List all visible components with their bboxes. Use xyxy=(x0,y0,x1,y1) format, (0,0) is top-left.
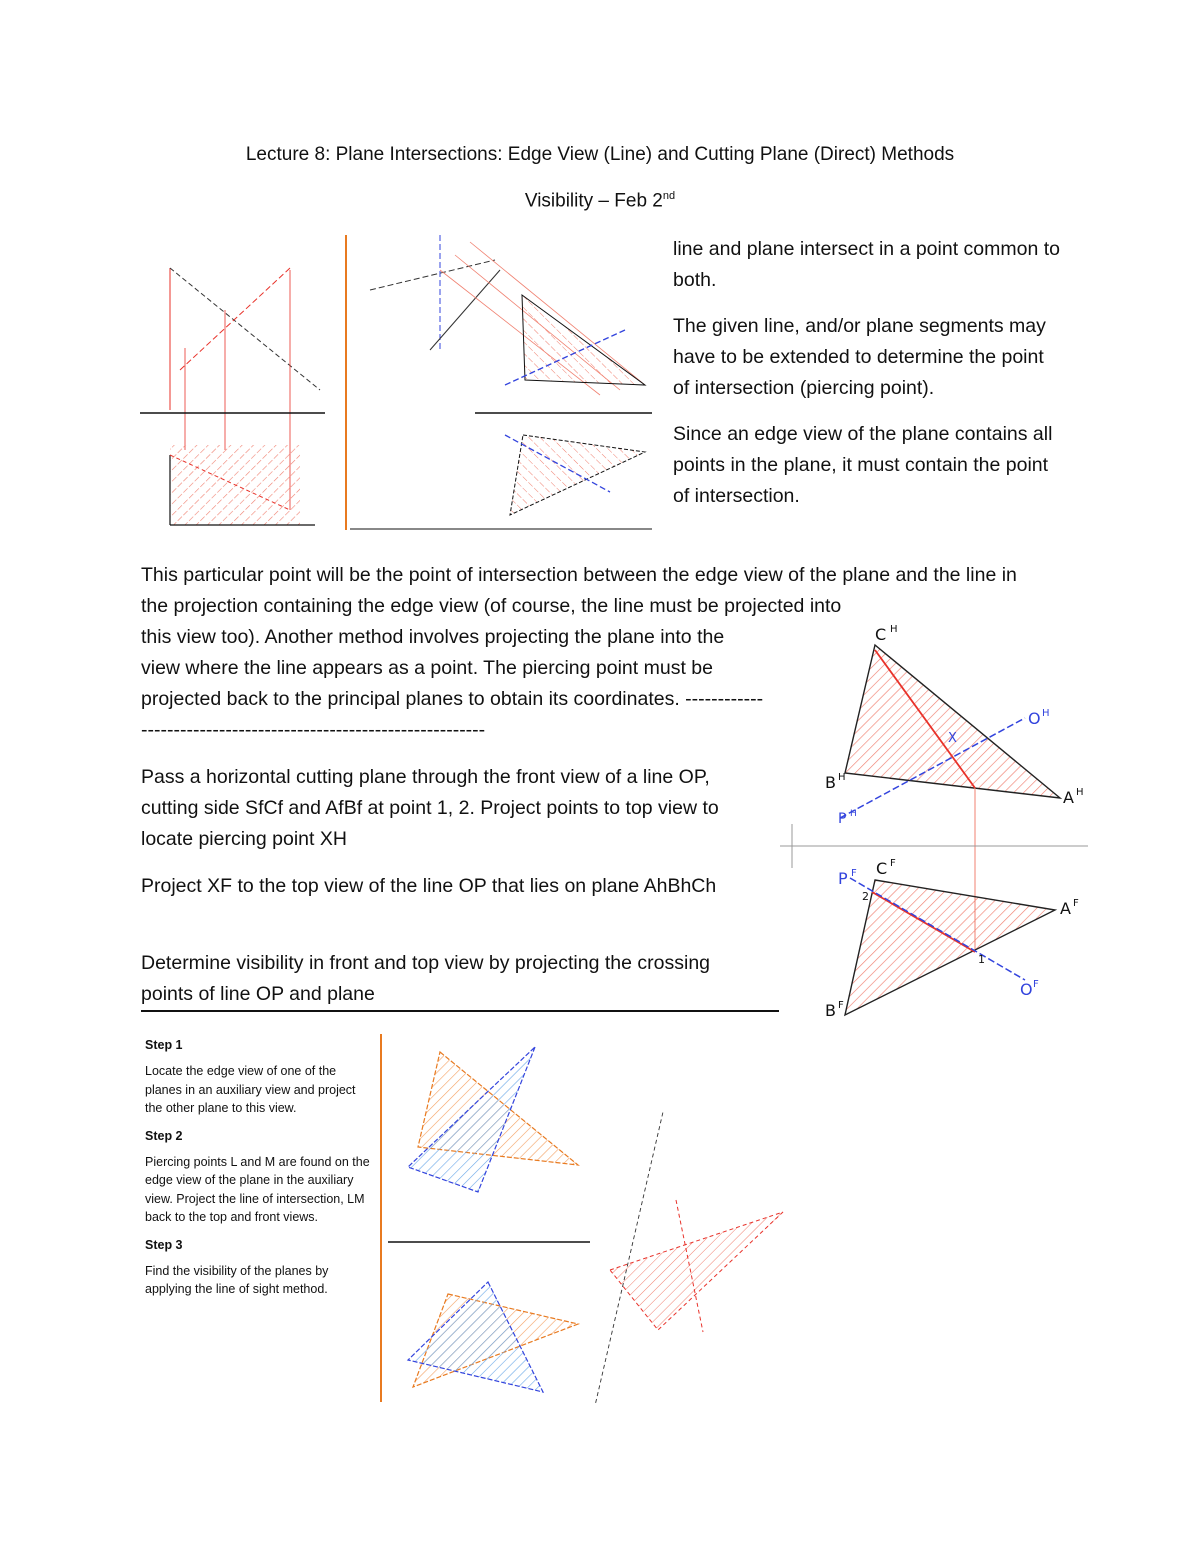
step2-text: Piercing points L and M are found on the edge view of the plane in the auxiliary view. Project the line of intersection, LM back to the top and front views. xyxy=(145,1154,370,1224)
page-subtitle xyxy=(0,190,1200,212)
paragraph-project-xf: Project XF to the top view of the line OP that lies on plane AhBhCh xyxy=(141,875,717,897)
label-p-top: P xyxy=(838,811,847,827)
label-b-top: B xyxy=(825,773,836,792)
edge-view-diagram xyxy=(140,230,655,535)
label-a-top-sup: H xyxy=(1076,787,1084,798)
label-point-2: 2 xyxy=(862,890,869,903)
step3-text: Find the visibility of the planes by applying the line of sight method. xyxy=(145,1263,329,1296)
label-a-front-sup: F xyxy=(1073,898,1079,909)
label-a-top: A xyxy=(1063,788,1074,807)
label-c-front-sup: F xyxy=(890,858,896,869)
label-a-front: A xyxy=(1060,899,1071,918)
step2-title: Step 2 xyxy=(145,1128,183,1143)
label-o-top-sup: H xyxy=(1042,708,1050,719)
plane-intersection-diagram xyxy=(378,1032,798,1404)
subtitle-superscript: nd xyxy=(662,190,676,202)
steps-panel xyxy=(145,1038,375,1299)
label-b-front: B xyxy=(825,1001,836,1020)
label-b-front-sup: F xyxy=(838,1000,844,1011)
label-x-top: X xyxy=(948,731,957,746)
cutting-plane-diagram xyxy=(780,620,1090,1030)
paragraph-extended: The given line, and/or plane segments may have to be extended to determine the point of intersection (piercing point). xyxy=(673,315,1046,399)
step3-title: Step 3 xyxy=(145,1237,183,1252)
label-c-top-sup: H xyxy=(890,624,898,635)
paragraph-another-method: this view too). Another method involves projecting the plane into the view where the line appears as a point. The piercing point must be projected back to the principal planes to obtain its coordinates. ----------------------------------------------------------------- xyxy=(141,626,764,741)
label-p-top-sup: H xyxy=(850,809,857,819)
page-title: Lecture 8: Plane Intersections: Edge View (Line) and Cutting Plane (Direct) Methods xyxy=(245,144,955,165)
label-b-top-sup: H xyxy=(838,772,846,783)
section-divider xyxy=(141,1010,779,1012)
step1-title: Step 1 xyxy=(145,1038,183,1052)
paragraph-particular-point: This particular point will be the point of intersection between the edge view of the plane and the line in the projection containing the edge view (of course, the line must be projected into xyxy=(141,564,1017,617)
label-o-front-sup: F xyxy=(1033,979,1039,990)
subtitle-text: Visibility – Feb 2 xyxy=(524,190,663,212)
label-p-front: P xyxy=(838,869,848,888)
paragraph-intersect: line and plane intersect in a point common to both. xyxy=(673,238,1060,291)
label-o-top: O xyxy=(1028,709,1041,728)
paragraph-cutting-plane: Pass a horizontal cutting plane through the front view of a line OP, cutting side SfCf and AfBf at point 1, 2. Project points to top view to locate piercing point XH xyxy=(141,766,719,850)
right-column xyxy=(673,234,1063,512)
paragraph-edge-view: Since an edge view of the plane contains all points in the plane, it must contain the point of intersection. xyxy=(673,423,1053,507)
label-c-front: C xyxy=(876,859,888,878)
label-point-1: 1 xyxy=(978,953,985,966)
label-p-front-sup: F xyxy=(851,868,857,879)
paragraph-visibility: Determine visibility in front and top view by projecting the crossing points of line OP and plane xyxy=(141,952,711,1005)
label-o-front: O xyxy=(1020,980,1033,999)
label-c-top: C xyxy=(875,625,887,644)
step1-text: Locate the edge view of one of the planes in an auxiliary view and project the other plane to this view. xyxy=(145,1064,356,1115)
